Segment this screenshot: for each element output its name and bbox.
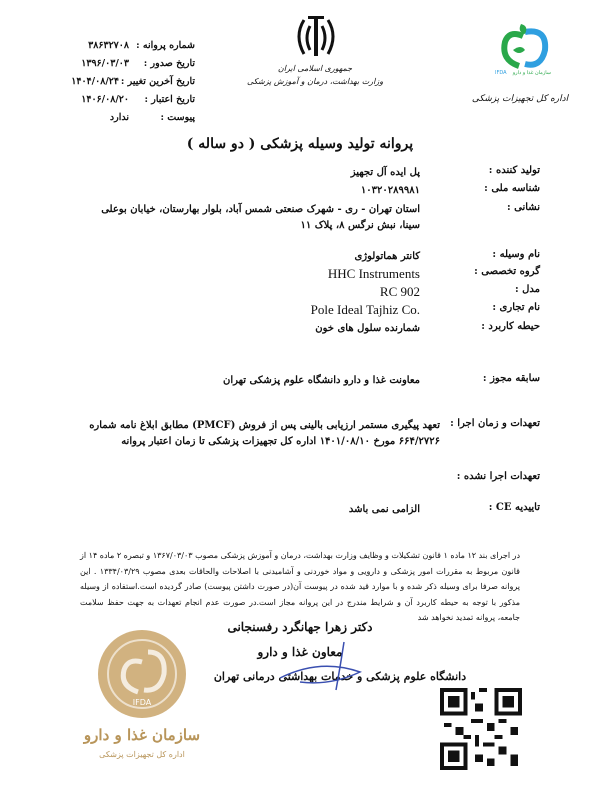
field-label: تعهدات و زمان اجرا : — [450, 418, 540, 429]
qr-code-icon — [440, 688, 522, 770]
field-value: استان تهران - ری - شهرک صنعتی شمس آباد، بلوار بهارستان، خیابان بوعلی سینا، نبش نرگس ۸، پلاک ۱۱ — [101, 204, 420, 231]
field-label: حیطه کاربرد : — [481, 321, 540, 332]
seal-caption: اداره کل تجهیزات پزشکی — [99, 750, 185, 759]
field-value: معاونت غذا و دارو دانشگاه علوم پزشکی تهران — [223, 375, 420, 386]
signatory-organization: دانشگاه علوم پزشکی و خدمات بهداشتی درمانی تهران — [213, 670, 467, 683]
field-value: ۱۰۳۲۰۲۸۹۹۸۱ — [360, 185, 420, 196]
meta-attachment — [60, 112, 195, 128]
field-value: HHC Instruments — [327, 266, 420, 281]
meta-value: ۱۳۹۶/۰۳/۰۳ — [81, 58, 129, 69]
meta-value: ۱۴۰۶/۰۸/۲۰ — [81, 94, 129, 105]
qr-code — [440, 688, 522, 770]
meta-label: تاریخ صدور : — [143, 58, 195, 69]
iran-emblem — [290, 14, 342, 60]
field-label: مدل : — [514, 284, 540, 295]
logo-text-en: IFDA — [495, 70, 507, 76]
field-label: گروه تخصصی : — [474, 266, 540, 277]
field-label: نام وسیله : — [492, 249, 540, 260]
seal-text-fa: سازمان غذا و دارو — [83, 726, 201, 744]
field-value: شمارنده سلول های خون — [315, 323, 420, 334]
emblem-icon — [290, 14, 342, 60]
seal-text-en: IFDA — [132, 698, 152, 707]
field-value: Pole Ideal Tajhiz Co. — [310, 302, 420, 317]
meta-validity-date — [60, 94, 195, 110]
meta-value: ۱۴۰۴/۰۸/۲۴ — [71, 76, 119, 87]
emblem-text-line2: وزارت بهداشت، درمان و آموزش پزشکی — [246, 77, 384, 86]
signatory-name: دکتر زهرا جهانگرد رفسنجانی — [227, 620, 373, 634]
meta-value: ندارد — [109, 112, 129, 123]
field-label: نشانی : — [506, 202, 540, 213]
meta-value: ۳۸۶۳۲۷۰۸ — [88, 40, 129, 51]
meta-label: تاریخ اعتبار : — [144, 94, 195, 105]
logo-caption: اداره کل تجهیزات پزشکی — [471, 94, 569, 104]
field-label: سابقه مجوز : — [482, 373, 540, 384]
logo-text-fa: سازمان غذا و دارو — [512, 70, 551, 76]
field-value: کانتر هماتولوژی — [354, 251, 420, 262]
emblem-text-line1: جمهوری اسلامی ایران — [277, 64, 353, 73]
ifda-logo-icon — [495, 22, 551, 72]
meta-label: تاریخ آخرین تغییر : — [120, 76, 195, 87]
field-label: تولید کننده : — [488, 165, 540, 176]
meta-license-number — [60, 40, 195, 56]
field-label: تعهدات اجرا نشده : — [456, 471, 540, 482]
field-label: تاییدیه CE : — [488, 502, 540, 513]
meta-label: شماره پروانه : — [136, 40, 195, 51]
field-value: تعهد پیگیری مستمر ارزیابی بالینی پس از فروش (PMCF) مطابق ابلاغ نامه شماره ۶۶۴/۲۷۲۶ مورخ ۱۴۰۱/۰۸/۱۰ اداره کل تجهیزات پزشکی تا زمان اعتبار پروانه — [89, 420, 440, 447]
ministry-header — [240, 62, 390, 88]
signatory-position: معاون غذا و دارو — [257, 645, 343, 659]
legal-paragraph: در اجرای بند ۱۲ ماده ۱ قانون تشکیلات و وظایف وزارت بهداشت، درمان و آموزش پزشکی مصوب ۱۳۶۷/۰۳/۰۳ و تبصره ۲ ماده ۱۴ از قانون مربوط به مقررات امور پزشکی و دارویی و مواد خوردنی و آشامیدنی با اصلاحات والحاقات بعدی مصوب ۱۳۳۴/۰۳/۲۹ . این پروانه صرفا برای وسیله ذکر شده و با موارد قید شده در پیوست آن(در صورت داشتن پیوست) صادر گردیده است.استفاده از وسیله مذکور با توجه به حیطه کاربرد آن و شرایط مندرج در این پروانه مجاز است.در صورت عدم انجام تعهدات به جهت حفظ سلامت جامعه، پروانه تمدید نخواهد شد — [80, 551, 521, 622]
field-value: RC 902 — [379, 284, 420, 299]
ifda-logo — [495, 22, 551, 80]
field-value: پل ایده آل تجهیز — [350, 167, 420, 178]
meta-issue-date — [60, 58, 195, 74]
field-label: نام تجاری : — [492, 302, 540, 313]
handwritten-signature-icon — [240, 638, 400, 698]
meta-label: پیوست : — [160, 112, 195, 123]
field-value: الزامی نمی باشد — [348, 504, 420, 515]
field-label: شناسه ملی : — [484, 183, 540, 194]
meta-last-change — [60, 76, 195, 92]
page-title: پروانه تولید وسیله پزشکی ( دو ساله ) — [186, 136, 414, 152]
